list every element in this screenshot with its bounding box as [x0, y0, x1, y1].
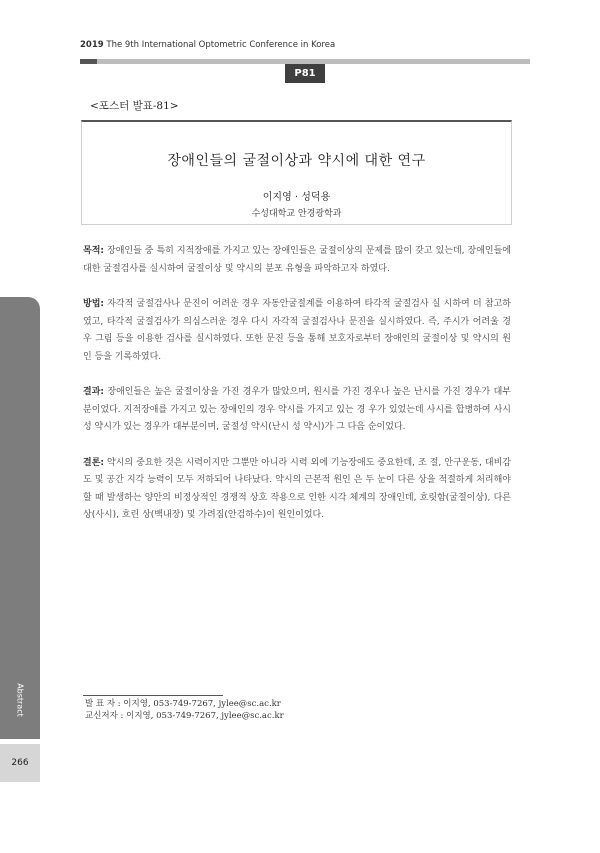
conference-header — [80, 40, 335, 50]
conference-year: 2019 — [80, 40, 104, 50]
section-results — [83, 384, 511, 437]
section-purpose — [83, 243, 511, 278]
section-line: 하였다. — [360, 263, 390, 274]
section-line: 장애인들은 높은 굴절이상을 가진 경우가 많았으며, 원시를 가진 경우나 높은 난시를 — [107, 387, 440, 397]
section-line: 시하여 더 참고하였고, 타각적 굴절검사가 의심스러운 경우 다시 자각적 굴절검사나 문진을 — [83, 299, 511, 327]
side-tab-label: Abstract — [15, 683, 25, 717]
section-line: 자각적 굴절검사나 문진이 어려운 경우 자동안굴절계를 이용하여 타각적 굴절검사 실 — [107, 299, 441, 309]
section-label: 목적: — [83, 246, 104, 256]
corresponding-author-contact: 교신저자 : 이지영, 053-749-7267, jylee@sc.ac.kr — [85, 711, 284, 721]
section-line: 가진 경우가 대부분이었다. 지적장애를 가지고 있는 장애인의 경우 약시를 가지고 있는 경 — [83, 387, 511, 415]
footnotes — [85, 698, 284, 722]
poster-label: <포스터 발표-81> — [90, 100, 179, 112]
conference-name: The 9th International Optometric Conference in Korea — [106, 40, 336, 50]
section-line: 장애인들 중 특히 지적장애를 가지고 있는 장애인들은 굴절이상의 문제를 많이 갖고 — [107, 246, 433, 256]
section-line: 약시의 중요한 것은 시력이지만 그뿐만 아니라 시력 외에 기능장애도 중요한데, 조 — [107, 457, 427, 468]
presenter-contact: 발 표 자 : 이지영, 053-749-7267, jylee@sc.ac.kr — [85, 699, 281, 709]
section-line: 실시하였다. 즉, 주시가 어려울 경우 그림 등을 이용한 검사를 실시하였다. 또한 문진 등을 — [83, 316, 511, 344]
section-label: 결과: — [83, 387, 104, 397]
section-line: 절, 안구운동, 대비감도 및 공간 지각 능력이 모두 저하되어 나타났다. 약시의 근본적 원인 — [83, 457, 511, 485]
side-tab — [0, 297, 40, 739]
section-conclusion — [83, 455, 511, 525]
section-line: 작용으로 인한 시각 체계의 장애인데, 흐릿함(굴절이상), 다른 상(사시), 흐린 상(백내장) 및 — [83, 492, 511, 520]
authors: 이지영 · 성덕용 — [262, 192, 331, 203]
footnote-divider — [83, 695, 223, 696]
abstract-body — [83, 243, 511, 543]
section-line: 통해 보호자로부터 장애인의 굴절이상 및 약시의 원인 등을 기록하였다. — [83, 334, 511, 362]
paper-title: 장애인들의 굴절이상과 약시에 대한 연구 — [167, 153, 426, 169]
section-line: 가려짐(안검하수)이 원인이었다. — [198, 510, 325, 520]
header-bar-accent — [80, 59, 97, 64]
section-line: 성 약시)가 그 다음 순이었다. — [292, 422, 406, 432]
section-line: 은 두 눈이 다른 상을 적절하게 처리해야 할 때 발생하는 양안의 비정상적인 경쟁적 상호 — [83, 475, 511, 503]
section-label: 결론: — [83, 457, 104, 468]
section-line: 있는데, 장애인들에 대한 굴절검사를 실시하여 굴절이상 및 약시의 분포 유형을 파악하고자 — [83, 246, 511, 274]
section-method — [83, 296, 511, 366]
page-number: 266 — [0, 744, 40, 782]
title-box — [81, 120, 512, 225]
poster-code-badge: P81 — [285, 64, 325, 83]
affiliation: 수성대학교 안경광학과 — [251, 209, 342, 219]
section-label: 방법: — [83, 299, 104, 309]
section-line: 우가 있었는데 사시를 합병하여 사시성 약시가 있는 경우가 대부분이며, 굴절성 약시(난시 — [83, 404, 511, 432]
